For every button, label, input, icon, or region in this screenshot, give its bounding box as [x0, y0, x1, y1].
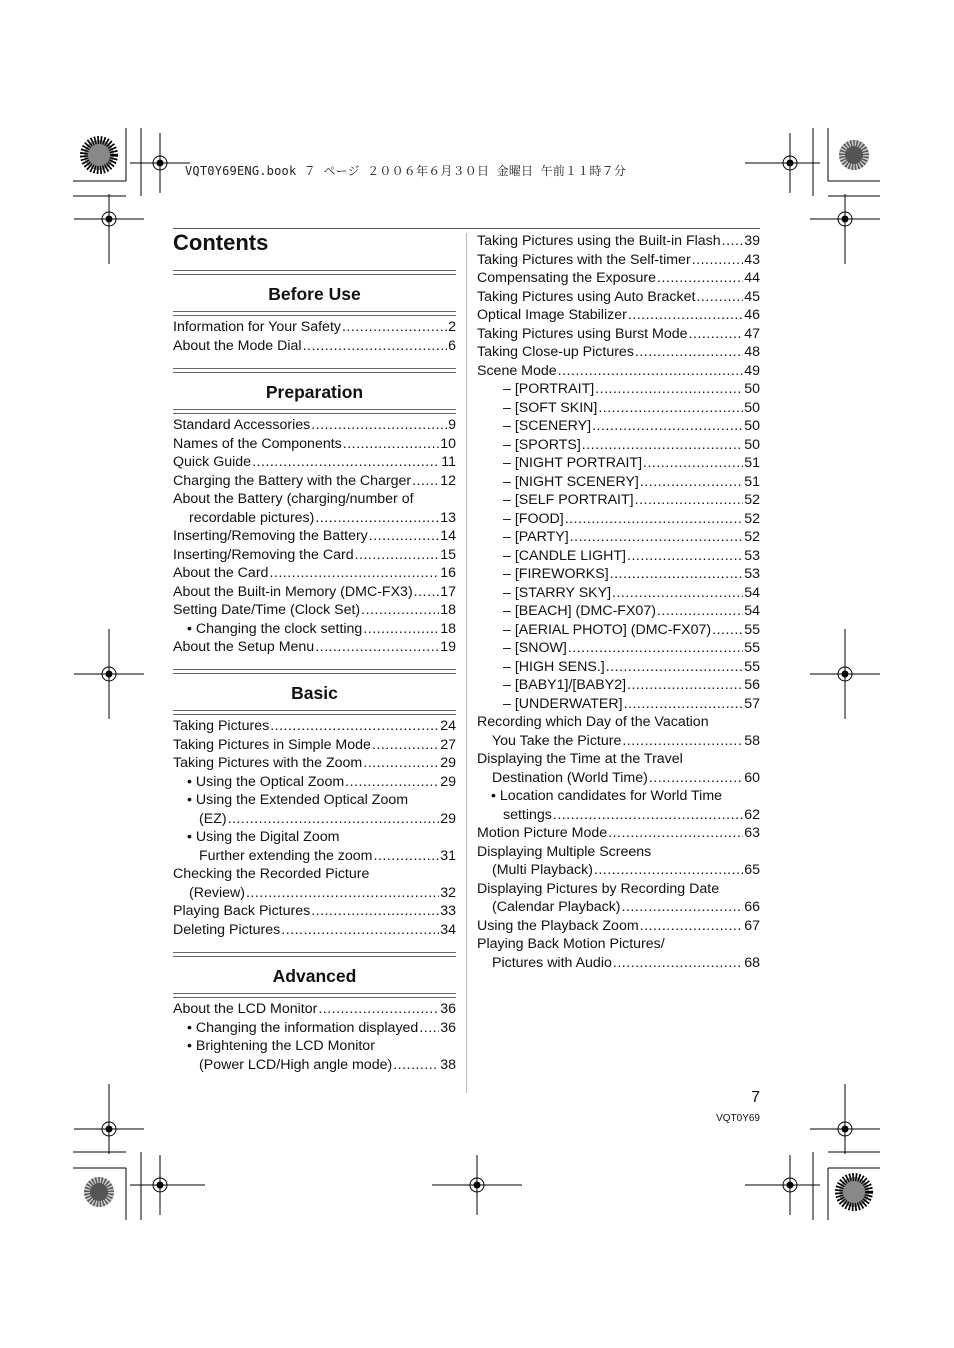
dot-leader: [610, 565, 744, 584]
toc-entry[interactable]: [477, 732, 760, 751]
toc-entry-page: 44: [744, 270, 760, 286]
section-title: Before Use: [268, 284, 361, 304]
toc-entry[interactable]: Quick Guide ..... 11: [173, 453, 456, 472]
dot-leader: [608, 824, 743, 843]
toc-entry[interactable]: (Review) ..... 32: [173, 884, 456, 903]
toc-entry[interactable]: Recording which Day of the Vacation: [477, 714, 709, 730]
toc-entry[interactable]: • Using the Extended Optical Zoom: [187, 792, 409, 808]
toc-entry-text: Compensating the Exposure: [477, 270, 657, 286]
dot-leader: [657, 602, 743, 621]
toc-entry[interactable]: About the Setup Menu ..... 19: [173, 638, 456, 657]
toc-before-use: [173, 318, 456, 355]
dot-leader: [570, 528, 744, 547]
toc-entry-page: 47: [744, 325, 760, 342]
toc-entry-text: – [NIGHT SCENERY]: [503, 473, 639, 490]
toc-entry[interactable]: [477, 306, 760, 325]
toc-entry[interactable]: Standard Accessories ..... 9: [173, 416, 456, 435]
toc-entry-text: – [PARTY]: [503, 529, 569, 545]
toc-entry-text: (Multi Playback): [492, 862, 593, 878]
page-number: 7: [751, 1089, 760, 1106]
toc-entry[interactable]: [477, 380, 760, 399]
toc-entry-text: – [HIGH SENS.]: [503, 658, 605, 675]
toc-entry[interactable]: [477, 861, 760, 880]
toc-entry[interactable]: [477, 436, 760, 455]
toc-entry-text: Using the Playback Zoom: [477, 917, 639, 934]
top-rule: [173, 228, 760, 229]
dot-leader: [640, 917, 744, 936]
toc-entry[interactable]: • Using the Digital Zoom: [187, 829, 340, 845]
toc-entry[interactable]: Taking Pictures with the Zoom ..... 29: [173, 754, 456, 773]
dot-leader: [594, 861, 743, 880]
toc-entry-page: 65: [744, 862, 760, 878]
toc-entry[interactable]: Deleting Pictures ..... 34: [173, 921, 456, 940]
toc-entry[interactable]: About the Card ..... 16: [173, 564, 456, 583]
toc-entry[interactable]: [477, 658, 760, 677]
toc-entry[interactable]: [477, 547, 760, 566]
dot-leader: [595, 380, 743, 399]
toc-entry-page: 55: [744, 621, 760, 638]
dot-leader: [627, 676, 743, 695]
toc-entry[interactable]: (Power LCD/High angle mode) ..... 38: [173, 1056, 456, 1075]
toc-entry-text: settings: [503, 806, 552, 823]
toc-entry[interactable]: [477, 695, 760, 714]
section-title: Preparation: [265, 382, 364, 402]
dot-leader: [622, 898, 744, 917]
toc-entry-page: 58: [744, 732, 760, 749]
print-header: VQT0Y69ENG.book ７ ページ ２００６年６月３０日 金曜日 午前１１時７分: [185, 164, 627, 178]
toc-entry-text: – [SELF PORTRAIT]: [503, 492, 634, 508]
dot-leader: [689, 325, 744, 344]
toc-entry-text: – [UNDERWATER]: [503, 695, 623, 712]
toc-entry-page: 62: [744, 806, 760, 823]
toc-entry[interactable]: [477, 251, 760, 270]
toc-entry-text: – [PORTRAIT]: [503, 381, 595, 397]
dot-leader: [649, 769, 743, 788]
toc-entry-text: – [BABY1]/[BABY2]: [503, 677, 627, 693]
toc-entry[interactable]: [477, 602, 760, 621]
toc-right-column: [477, 232, 760, 972]
toc-entry[interactable]: [477, 473, 760, 492]
toc-entry-text: – [SCENERY]: [503, 418, 592, 434]
toc-entry[interactable]: [477, 898, 760, 917]
dot-leader: [635, 343, 743, 362]
toc-entry[interactable]: [477, 806, 760, 825]
toc-entry[interactable]: [477, 917, 760, 936]
page-title: Contents: [173, 230, 269, 255]
toc-entry-page: 56: [744, 677, 760, 693]
section-header-before-use: [173, 270, 456, 316]
toc-entry[interactable]: [477, 769, 760, 788]
toc-entry-page: 49: [744, 362, 760, 379]
toc-entry-page: 55: [744, 658, 760, 675]
toc-entry[interactable]: Information for Your Safety ..... 2: [173, 318, 456, 337]
toc-entry-page: 39: [744, 233, 760, 249]
toc-entry[interactable]: Taking Pictures in Simple Mode ..... 27: [173, 736, 456, 755]
dot-leader: [627, 547, 743, 566]
dot-leader: [592, 417, 743, 436]
toc-entry-page: 63: [744, 825, 760, 841]
toc-advanced: [173, 1000, 456, 1074]
toc-entry-page: 66: [744, 899, 760, 915]
section-title: Advanced: [272, 966, 357, 986]
toc-entry[interactable]: [477, 269, 760, 288]
toc-entry-text: – [FIREWORKS]: [503, 566, 609, 582]
toc-entry[interactable]: recordable pictures) ..... 13: [173, 509, 456, 528]
toc-entry-text: Taking Pictures using Auto Bracket: [477, 288, 696, 305]
toc-entry[interactable]: [477, 362, 760, 381]
toc-entry[interactable]: [477, 288, 760, 307]
toc-entry-page: 48: [744, 344, 760, 360]
toc-entry[interactable]: Further extending the zoom ..... 31: [173, 847, 456, 866]
column-divider: [466, 233, 467, 1093]
toc-entry-page: 54: [744, 584, 760, 601]
dot-leader: [692, 251, 744, 270]
toc-entry[interactable]: [477, 621, 760, 640]
dot-leader: [558, 362, 744, 381]
toc-entry-page: 50: [744, 418, 760, 434]
dot-leader: [598, 399, 743, 418]
toc-entry-page: 51: [744, 455, 760, 471]
toc-entry-text: (Calendar Playback): [492, 899, 621, 915]
toc-entry-text: – [AERIAL PHOTO] (DMC-FX07): [503, 621, 712, 638]
toc-entry-text: – [SOFT SKIN]: [503, 399, 598, 416]
toc-entry[interactable]: [477, 528, 760, 547]
toc-entry[interactable]: [477, 454, 760, 473]
dot-leader: [712, 621, 743, 640]
toc-entry-page: 50: [744, 381, 760, 397]
toc-entry[interactable]: [477, 399, 760, 418]
toc-entry-text: Scene Mode: [477, 362, 557, 379]
toc-entry-page: 67: [744, 917, 760, 934]
toc-entry-page: 51: [744, 473, 760, 490]
dot-leader: [635, 491, 744, 510]
toc-entry[interactable]: • Location candidates for World Time: [491, 788, 723, 804]
section-header-advanced: [173, 952, 456, 998]
toc-entry-text: Optical Image Stabilizer: [477, 307, 627, 323]
toc-entry[interactable]: [477, 510, 760, 529]
document-code: VQT0Y69: [716, 1113, 760, 1124]
toc-entry[interactable]: Checking the Recorded Picture: [173, 866, 370, 882]
dot-leader: [613, 954, 743, 973]
toc-entry[interactable]: [477, 232, 760, 251]
toc-entry-text: – [SPORTS]: [503, 436, 581, 453]
dot-leader: [624, 695, 744, 714]
toc-entry[interactable]: • Changing the information displayed ..... 36: [173, 1019, 456, 1038]
toc-entry-page: 52: [744, 492, 760, 508]
dot-leader: [722, 232, 744, 251]
toc-entry[interactable]: [477, 343, 760, 362]
toc-entry-text: – [CANDLE LIGHT]: [503, 547, 626, 564]
toc-entry[interactable]: [477, 565, 760, 584]
toc-entry[interactable]: Charging the Battery with the Charger ..... 12: [173, 472, 456, 491]
toc-entry[interactable]: [477, 584, 760, 603]
dot-leader: [568, 639, 743, 658]
section-header-preparation: [173, 368, 456, 414]
toc-entry-page: 57: [744, 695, 760, 712]
toc-entry[interactable]: • Changing the clock setting ..... 18: [173, 620, 456, 639]
toc-entry[interactable]: Inserting/Removing the Card ..... 15: [173, 546, 456, 565]
toc-entry[interactable]: About the LCD Monitor ..... 36: [173, 1000, 456, 1019]
toc-entry[interactable]: Displaying Multiple Screens: [477, 843, 652, 860]
toc-entry-page: 53: [744, 566, 760, 582]
toc-entry[interactable]: [477, 417, 760, 436]
dot-leader: [622, 732, 743, 751]
dot-leader: [696, 288, 743, 307]
toc-entry-text: Destination (World Time): [492, 769, 648, 786]
toc-entry[interactable]: About the Built-in Memory (DMC-FX3) ..... 17: [173, 583, 456, 602]
toc-entry-text: – [SNOW]: [503, 640, 567, 656]
toc-entry-text: You Take the Picture: [492, 732, 622, 749]
toc-entry[interactable]: Setting Date/Time (Clock Set) ..... 18: [173, 601, 456, 620]
toc-basic: [173, 717, 456, 939]
toc-entry[interactable]: About the Battery (charging/number of: [173, 491, 414, 507]
dot-leader: [640, 473, 743, 492]
toc-entry-text: Taking Pictures using Burst Mode: [477, 325, 688, 342]
toc-entry[interactable]: Taking Pictures ..... 24: [173, 717, 456, 736]
toc-entry[interactable]: (EZ) ..... 29: [173, 810, 456, 829]
toc-entry-text: – [BEACH] (DMC-FX07): [503, 603, 656, 619]
dot-leader: [643, 454, 743, 473]
toc-entry-page: 52: [744, 529, 760, 545]
toc-entry-page: 50: [744, 399, 760, 416]
toc-entry[interactable]: Displaying the Time at the Travel: [477, 751, 683, 767]
toc-entry-page: 60: [744, 769, 760, 786]
toc-entry[interactable]: [477, 676, 760, 695]
toc-entry-text: Taking Pictures using the Built-in Flash: [477, 233, 721, 249]
toc-entry-page: 50: [744, 436, 760, 453]
dot-leader: [553, 806, 743, 825]
toc-entry-page: 68: [744, 954, 760, 971]
toc-entry-text: Taking Close-up Pictures: [477, 344, 634, 360]
toc-entry-page: 45: [744, 288, 760, 305]
toc-entry[interactable]: [477, 824, 760, 843]
toc-preparation: [173, 416, 456, 657]
toc-entry-page: 43: [744, 251, 760, 268]
section-title: Basic: [291, 683, 338, 703]
toc-entry-page: 53: [744, 547, 760, 564]
dot-leader: [612, 584, 743, 603]
toc-entry[interactable]: [477, 954, 760, 973]
toc-entry[interactable]: [477, 639, 760, 658]
toc-entry[interactable]: Displaying Pictures by Recording Date: [477, 880, 720, 897]
toc-entry-page: 46: [744, 307, 760, 323]
dot-leader: [628, 306, 743, 325]
toc-entry[interactable]: Names of the Components ..... 10: [173, 435, 456, 454]
toc-entry-text: – [STARRY SKY]: [503, 584, 612, 601]
toc-entry-text: Motion Picture Mode: [477, 825, 608, 841]
toc-entry[interactable]: Inserting/Removing the Battery ..... 14: [173, 527, 456, 546]
toc-entry[interactable]: [477, 325, 760, 344]
toc-entry-page: 55: [744, 640, 760, 656]
toc-entry[interactable]: Playing Back Pictures ..... 33: [173, 902, 456, 921]
section-header-basic: [173, 669, 456, 715]
dot-leader: [606, 658, 744, 677]
dot-leader: [657, 269, 743, 288]
toc-entry-page: 54: [744, 603, 760, 619]
toc-entry[interactable]: [477, 491, 760, 510]
dot-leader: [582, 436, 743, 455]
toc-entry-page: 52: [744, 510, 760, 527]
toc-entry[interactable]: • Brightening the LCD Monitor: [187, 1038, 375, 1054]
toc-entry[interactable]: • Using the Optical Zoom ..... 29: [173, 773, 456, 792]
toc-entry[interactable]: About the Mode Dial ..... 6: [173, 337, 456, 356]
dot-leader: [565, 510, 744, 529]
toc-entry-text: – [NIGHT PORTRAIT]: [503, 455, 643, 471]
toc-entry[interactable]: Playing Back Motion Pictures/: [477, 936, 665, 952]
toc-entry-text: Taking Pictures with the Self-timer: [477, 251, 691, 268]
toc-entry-text: – [FOOD]: [503, 510, 564, 527]
toc-entry-text: Pictures with Audio: [492, 954, 612, 971]
